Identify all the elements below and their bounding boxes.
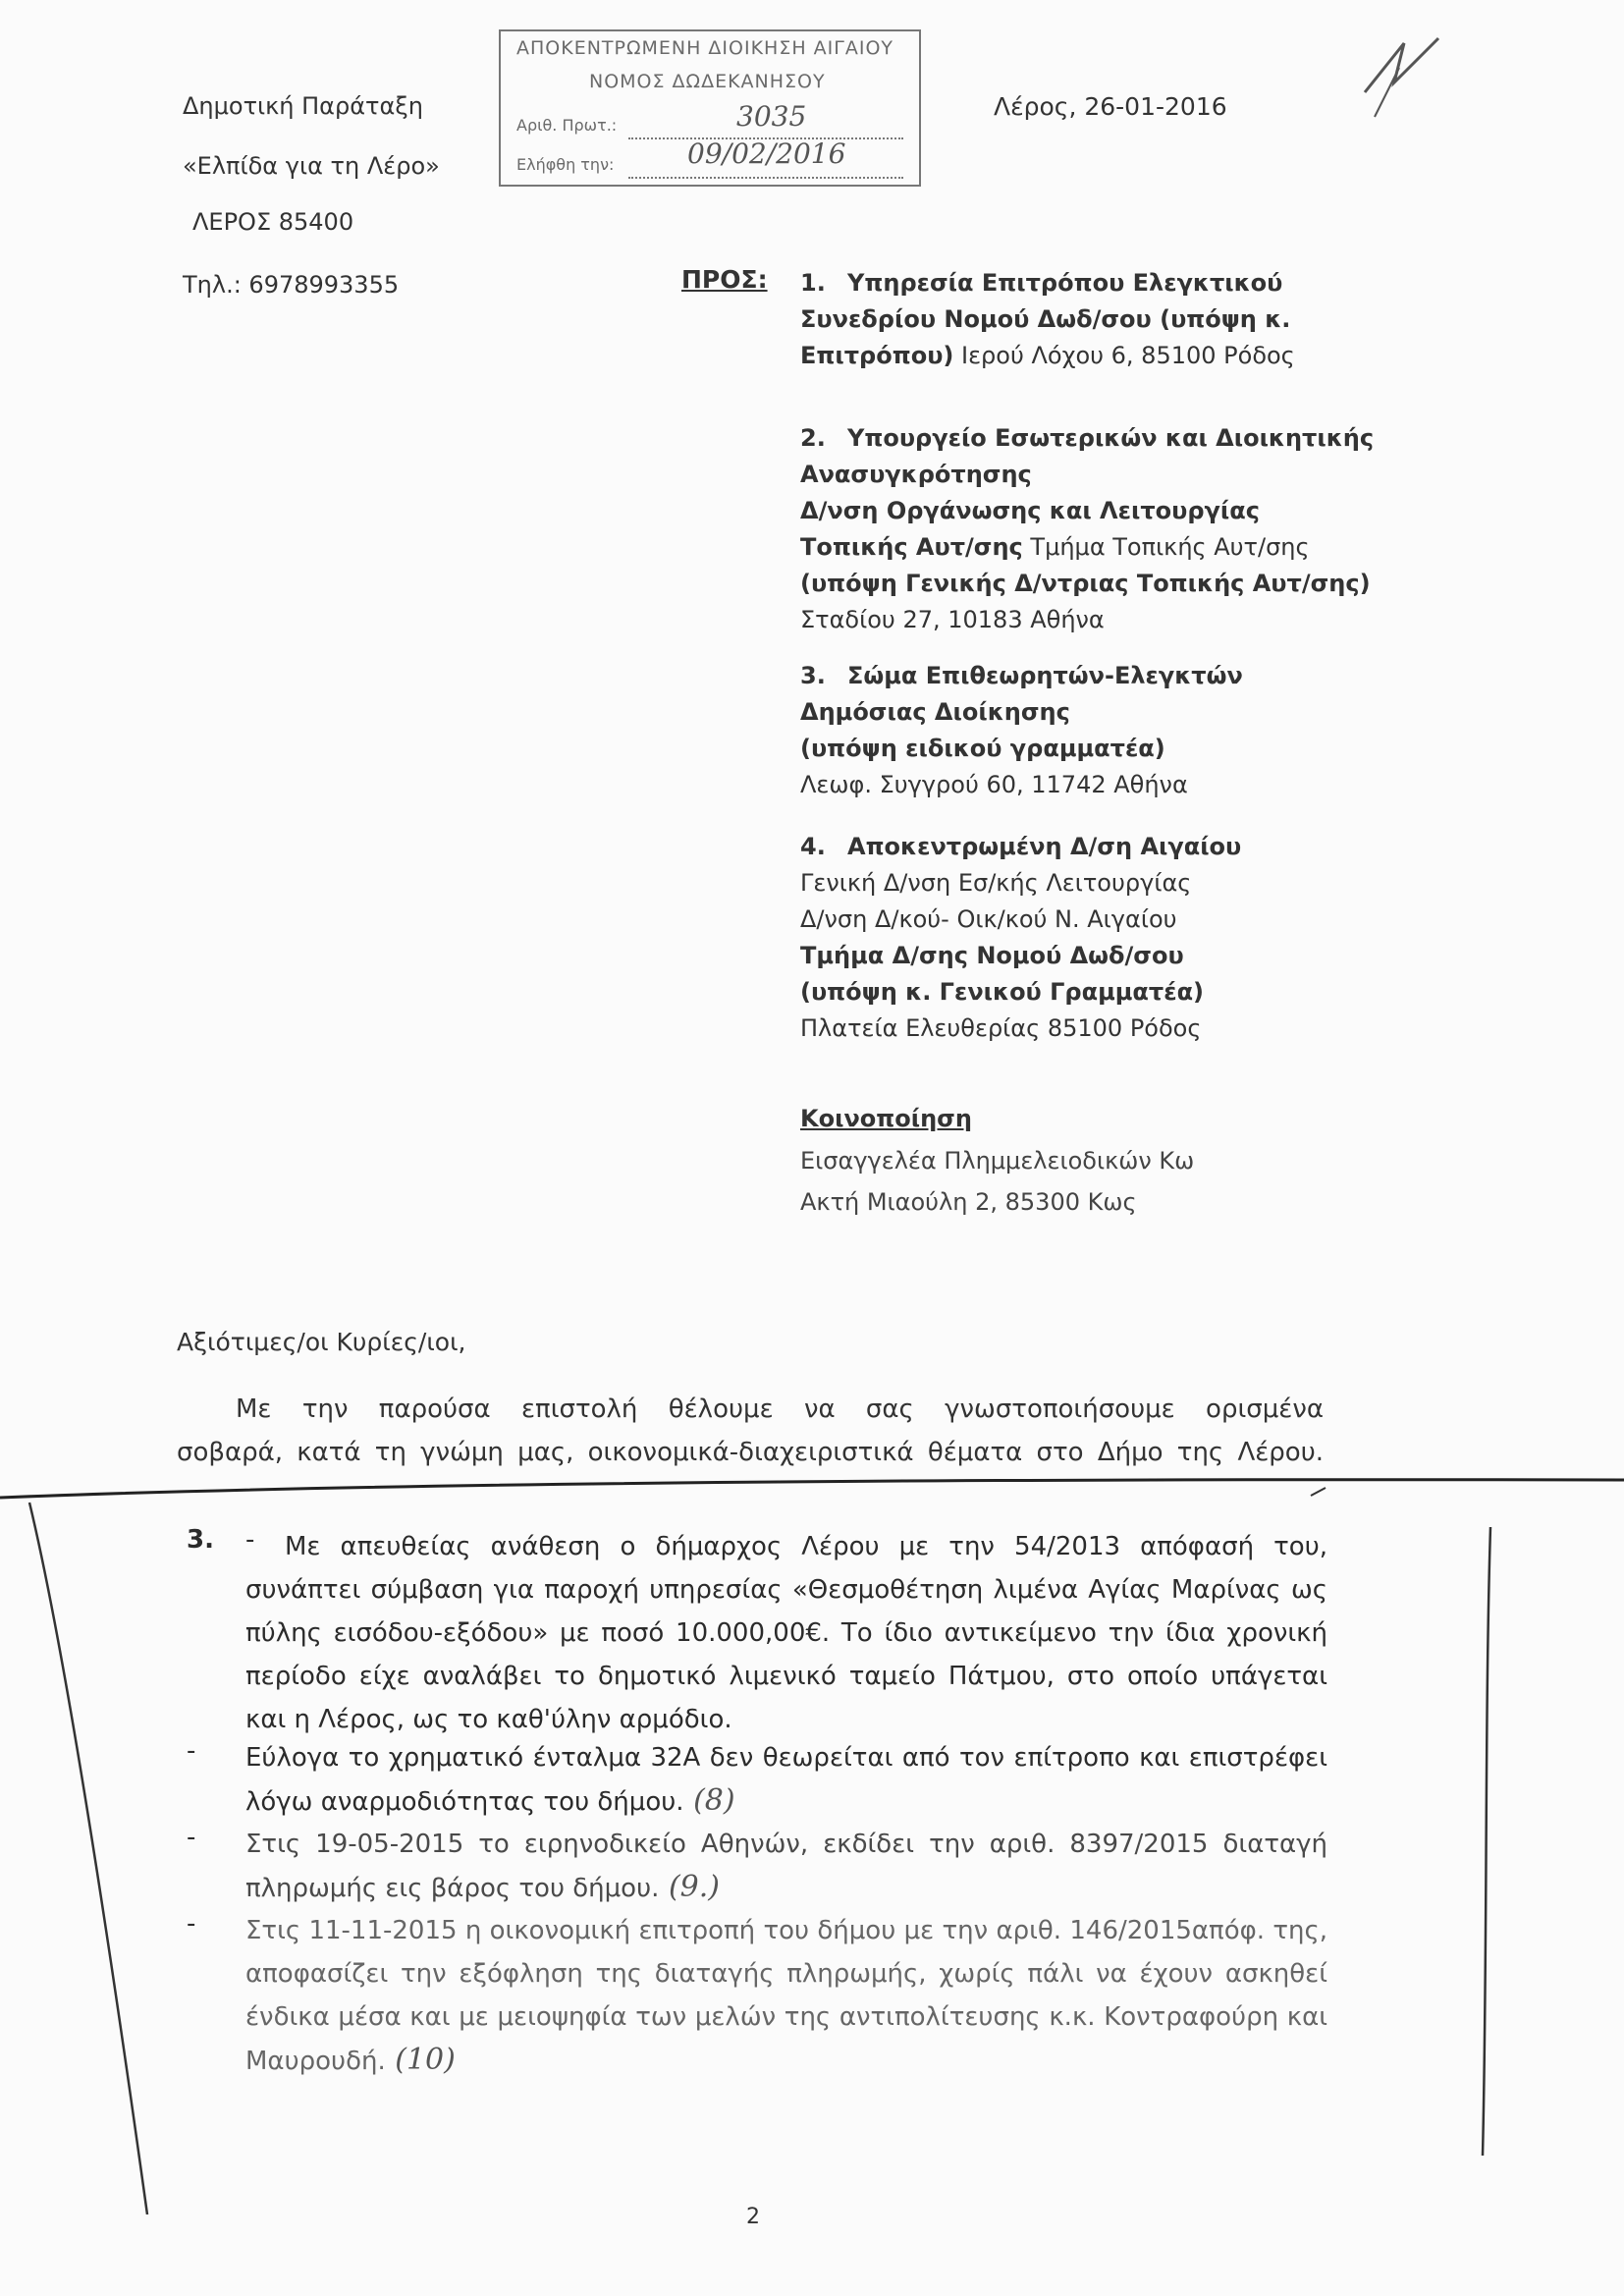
recipient-line <box>800 731 1243 767</box>
stamp-dotted-line <box>628 177 903 179</box>
sender-party: «Ελπίδα για τη Λέρο» <box>183 152 440 180</box>
recipient-text: Αποκεντρωμένη Δ/ση Αιγαίου <box>847 833 1242 860</box>
recipient-2 <box>800 420 1374 638</box>
to-label: ΠΡΟΣ: <box>681 265 768 294</box>
section-point <box>245 1823 1327 1910</box>
stamp-authority: ΑΠΟΚΕΝΤΡΩΜΕΝΗ ΔΙΟΙΚΗΣΗ ΑΙΓΑΙΟΥ <box>516 37 894 59</box>
recipient-number: 1. <box>800 269 826 297</box>
recipient-text: (υπόψη Γενικής Δ/ντριας Τοπικής Αυτ/σης) <box>800 570 1371 597</box>
point-text: Στις 19-05-2015 το ειρηνοδικείο Αθηνών, εκδίδει την αριθ. 8397/2015 διαταγή πληρωμής εις βάρος του δήμου. <box>245 1830 1327 1903</box>
recipient-text: Υπουργείο Εσωτερικών και Διοικητικής <box>847 424 1375 452</box>
greeting: Αξιότιμες/οι Κυρίες/ιοι, <box>177 1328 466 1356</box>
recipient-line <box>800 457 1374 493</box>
cc-line-2: Ακτή Μιαούλη 2, 85300 Κως <box>800 1188 1137 1216</box>
recipient-line <box>800 902 1241 938</box>
recipient-line <box>800 658 1243 694</box>
handwritten-annex-number: (8) <box>683 1783 735 1818</box>
recipient-text: Ιερού Λόχου 6, 85100 Ρόδος <box>953 342 1295 369</box>
intro-line-1: Με την παρούσα επιστολή θέλουμε να σας γνωστοποιήσουμε ορισμένα <box>236 1394 1324 1424</box>
point-marker: - <box>187 1909 196 1939</box>
recipient-line <box>800 829 1241 865</box>
recipient-text: Επιτρόπου) <box>800 342 954 369</box>
recipient-text: Σταδίου 27, 10183 Αθήνα <box>800 606 1105 633</box>
stamp-prefecture: ΝΟΜΟΣ ΔΩΔΕΚΑΝΗΣΟΥ <box>589 71 826 92</box>
recipient-text: (υπόψη ειδικού γραμματέα) <box>800 735 1165 762</box>
recipient-line <box>800 493 1374 529</box>
recipient-text: (υπόψη κ. Γενικού Γραμματέα) <box>800 978 1205 1006</box>
recipient-line <box>800 338 1295 374</box>
intro-line-2: σοβαρά, κατά τη γνώμη μας, οικονομικά-διαχειριστικά θέματα στο Δήμο της Λέρου. <box>177 1438 1324 1467</box>
recipient-3 <box>800 658 1243 803</box>
handwritten-initials <box>1345 24 1453 132</box>
recipient-text: Δ/νση Δ/κού- Οικ/κού Ν. Αιγαίου <box>800 905 1177 933</box>
recipient-text: Τμήμα Δ/σης Νομού Δωδ/σου <box>800 942 1184 969</box>
recipient-line <box>800 865 1241 902</box>
section-number: 3. <box>187 1525 214 1555</box>
cc-line-1: Εισαγγελέα Πλημμελειοδικών Κω <box>800 1147 1195 1175</box>
recipient-text: Λεωφ. Συγγρού 60, 11742 Αθήνα <box>800 771 1188 798</box>
stamp-received-label: Ελήφθη την: <box>516 155 615 174</box>
recipient-text: Υπηρεσία Επιτρόπου Ελεγκτικού <box>847 269 1283 297</box>
cc-title: Κοινοποίηση <box>800 1105 972 1132</box>
recipient-text: Συνεδρίου Νομού Δωδ/σου (υπόψη κ. <box>800 305 1291 333</box>
point-marker: - <box>187 1823 196 1852</box>
recipient-text: Σώμα Επιθεωρητών-Ελεγκτών <box>847 662 1243 689</box>
recipient-text: Δ/νση Οργάνωσης και Λειτουργίας <box>800 497 1260 524</box>
recipient-line <box>800 420 1374 457</box>
point-text: Με απευθείας ανάθεση ο δήμαρχος Λέρου με την 54/2013 απόφασή του, συνάπτει σύμβαση για παροχή υπηρεσίας «Θεσμοθέτηση λιμένα Αγίας Μαρίνας ως πύλης εισόδου-εξόδου» με ποσό 10.000,00€. Το ίδιο αντικείμενο την ίδια χρονική περίοδο είχε αναλάβει το δημοτικό λιμενικό ταμείο Πάτμου, στο οποίο υπάγεται και η Λέρος, ως το καθ'ύλην αρμόδιο. <box>245 1532 1327 1734</box>
recipient-text: Τοπικής Αυτ/σης <box>800 533 1023 561</box>
letter-date: Λέρος, 26-01-2016 <box>994 92 1227 121</box>
stamp-protocol-number: 3035 <box>736 100 807 133</box>
recipient-1 <box>800 265 1295 374</box>
recipient-text: Πλατεία Ελευθερίας 85100 Ρόδος <box>800 1014 1202 1042</box>
point-marker: - <box>245 1525 255 1555</box>
sender-phone: Τηλ.: 6978993355 <box>183 271 400 299</box>
recipient-text: Γενική Δ/νση Εσ/κής Λειτουργίας <box>800 869 1192 897</box>
stamp-protocol-label: Αριθ. Πρωτ.: <box>516 116 618 135</box>
recipient-line <box>800 767 1243 803</box>
section-point <box>245 1736 1327 1824</box>
recipient-line <box>800 529 1374 566</box>
recipient-number: 2. <box>800 424 826 452</box>
recipient-4 <box>800 829 1241 1047</box>
recipient-line <box>800 265 1295 301</box>
handwritten-annex-number: (9.) <box>659 1870 720 1904</box>
recipient-line <box>800 694 1243 731</box>
sender-name: Δημοτική Παράταξη <box>183 92 423 120</box>
recipient-number: 4. <box>800 833 826 860</box>
recipient-number: 3. <box>800 662 826 689</box>
page-number: 2 <box>746 2205 760 2229</box>
received-stamp <box>499 29 921 187</box>
recipient-text: Ανασυγκρότησης <box>800 461 1032 488</box>
section-point <box>245 1909 1327 2083</box>
stamp-received-date: 09/02/2016 <box>687 137 846 170</box>
sender-city: ΛΕΡΟΣ 85400 <box>192 208 354 236</box>
point-text: Στις 11-11-2015 η οικονομική επιτροπή του δήμου με την αριθ. 146/2015απόφ. της, αποφασίζει την εξόφληση της διαταγής πληρωμής, χωρίς πάλι να έχουν ασκηθεί ένδικα μέσα και με μειοψηφία των μελών της αντιπολίτευσης κ.κ. Κοντραφούρη και Μαυρουδή. <box>245 1916 1327 2076</box>
handwritten-annex-number: (10) <box>385 2043 456 2077</box>
recipient-text: Δημόσιας Διοίκησης <box>800 698 1070 726</box>
recipient-text: Τμήμα Τοπικής Αυτ/σης <box>1022 533 1310 561</box>
recipient-line <box>800 974 1241 1011</box>
section-point <box>245 1525 1327 1741</box>
recipient-line <box>800 1011 1241 1047</box>
point-text: Εύλογα το χρηματικό ένταλμα 32Α δεν θεωρείται από τον επίτροπο και επιστρέφει λόγω αναρμοδιότητας του δήμου. <box>245 1743 1327 1817</box>
recipient-line <box>800 566 1374 602</box>
recipient-line <box>800 938 1241 974</box>
point-marker: - <box>187 1736 196 1766</box>
recipient-line <box>800 301 1295 338</box>
recipient-line <box>800 602 1374 638</box>
